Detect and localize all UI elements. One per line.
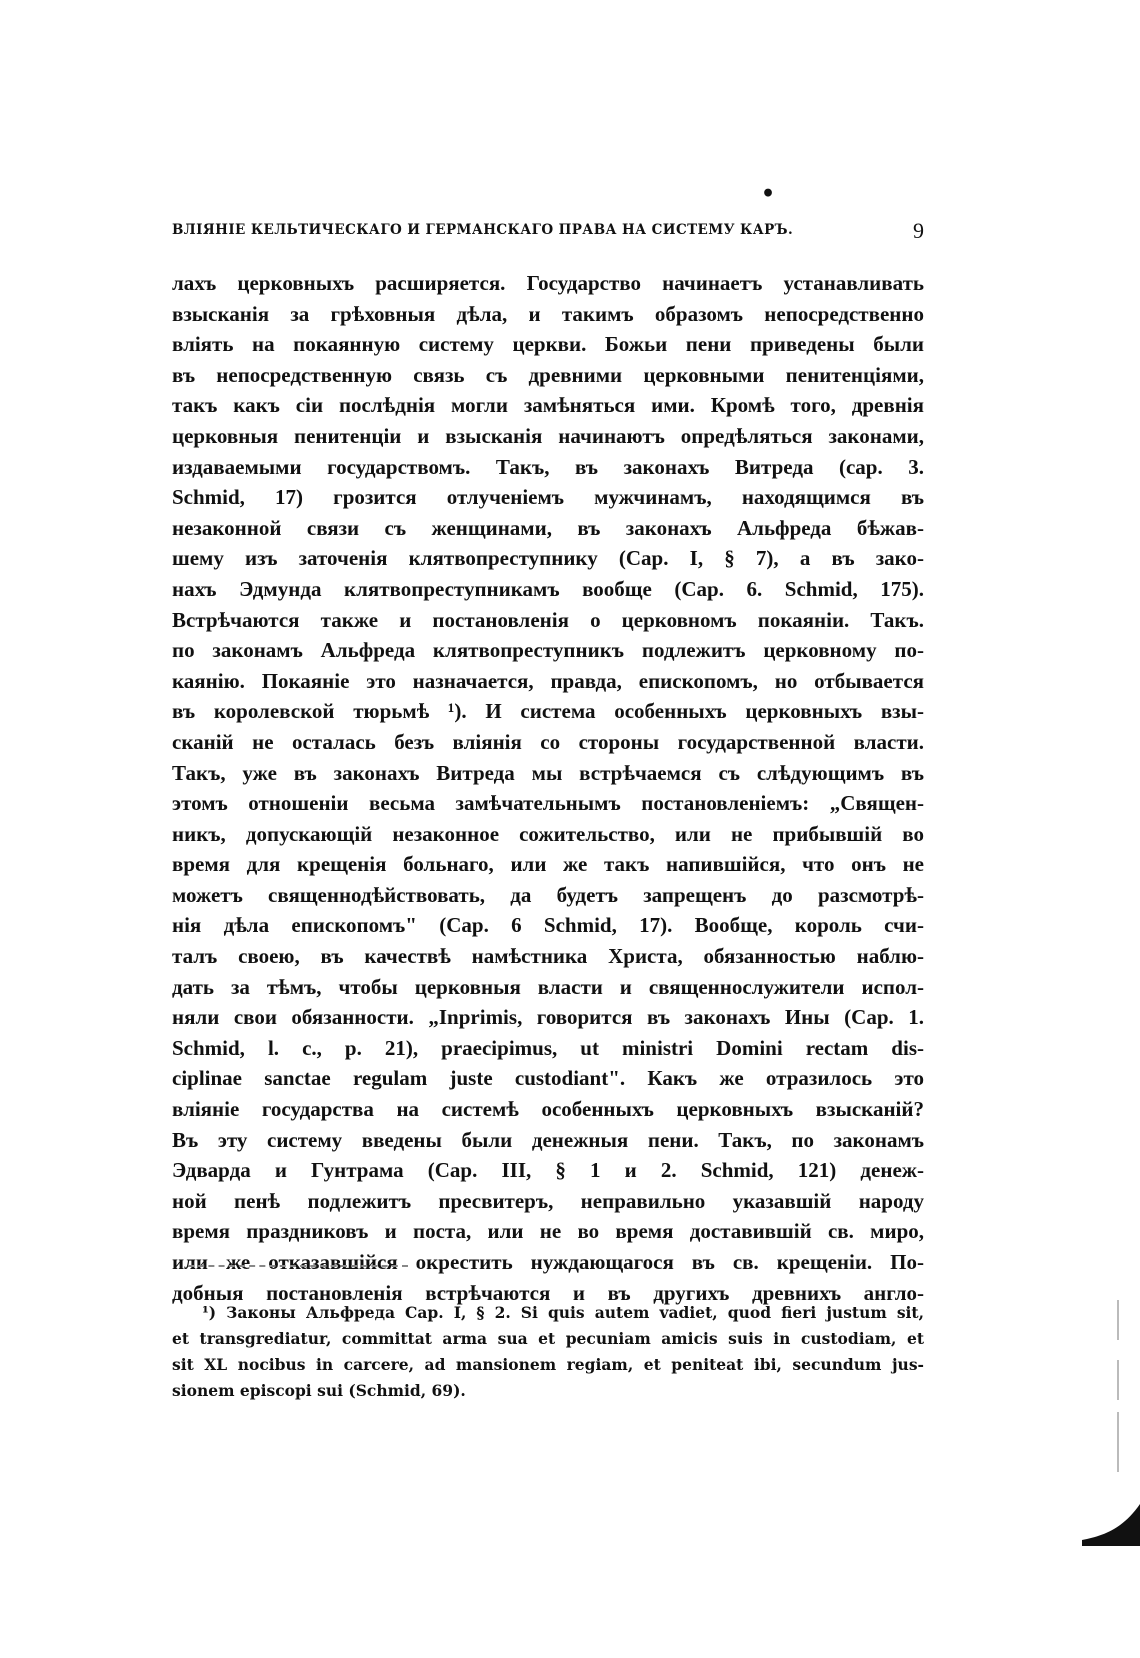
footnote-line: sionem episcopi sui (Schmid, 69).: [172, 1381, 466, 1400]
text-line: можетъ священнодѣйствовать, да будетъ запрещенъ до разсмотрѣ-: [172, 882, 924, 907]
text-line: Встрѣчаются также и постановленія о церковномъ покаяніи. Такъ.: [172, 607, 924, 632]
text-line: время для крещенія больнаго, или же такъ напившійся, что онъ не: [172, 852, 924, 877]
text-line: няли свои обязанности. „Inprimis, говорится въ законахъ Ины (Cap. 1.: [172, 1005, 924, 1030]
text-line: Такъ, уже въ законахъ Витреда мы встрѣчаемся съ слѣдующимъ въ: [172, 760, 924, 785]
text-line: каянію. Покаяніе это назначается, правда, епископомъ, но отбывается: [172, 668, 924, 693]
text-line: добныя постановленія встрѣчаются и въ другихъ древнихъ англо-: [172, 1280, 924, 1305]
text-line: издаваемыми государствомъ. Такъ, въ законахъ Витреда (cap. 3.: [172, 454, 924, 479]
text-line: или же отказавшійся окрестить нуждающагося въ св. крещеніи. По-: [172, 1250, 924, 1274]
text-line: нія дѣла епископомъ" (Cap. 6 Schmid, 17). Вообще, король счи-: [172, 913, 924, 938]
running-title: ВЛІЯНІЕ КЕЛЬТИЧЕСКАГО И ГЕРМАНСКАГО ПРАВА НА СИСТЕМУ КАРЪ.: [172, 222, 794, 238]
text-line: этомъ отношеніи весьма замѣчательнымъ постановленіемъ: „Священ-: [172, 791, 924, 816]
text-line: Въ эту систему введены были денежныя пени. Такъ, по законамъ: [172, 1127, 924, 1152]
margin-mark: [1117, 1360, 1119, 1400]
text-line: сканій не осталась безъ вліянія со стороны государственной власти.: [172, 729, 924, 754]
page-number: 9: [913, 218, 924, 243]
footnote-line: ¹) Законы Альфреда Cap. I, § 2. Si quis autem vadiet, quod fieri justum sit,: [202, 1303, 924, 1322]
printer-dot: •: [761, 181, 776, 207]
text-line: Schmid, l. c., p. 21), praecipimus, ut ministri Domini rectam dis-: [172, 1035, 924, 1060]
footnote-line: et transgrediatur, committat arma sua et pecuniam amicis suis in custodiam, et: [172, 1329, 924, 1348]
page-edge-shadow: [1082, 1500, 1140, 1546]
text-line: по законамъ Альфреда клятвопреступникъ подлежитъ церковному по-: [172, 638, 924, 663]
footnotes: [172, 1300, 924, 1404]
text-line: лахъ церковныхъ расширяется. Государство начинаетъ устанавливать: [172, 271, 924, 295]
text-line: церковныя пенитенціи и взысканія начинаютъ опредѣляться законами,: [172, 423, 924, 448]
text-line: Эдварда и Гунтрама (Cap. III, § 1 и 2. Schmid, 121) денеж-: [172, 1158, 924, 1183]
margin-mark: [1117, 1412, 1119, 1472]
text-line: такъ какъ сiи послѣднія могли замѣняться ими. Кромѣ того, древнія: [172, 393, 924, 418]
footnote-divider: [188, 1265, 408, 1267]
margin-mark: [1117, 1300, 1119, 1340]
footnote-line: sit XL nocibus in carcere, ad mansionem regiam, et peniteat ibi, secundum jus-: [172, 1355, 924, 1374]
text-line: въ непосредственную связь съ древними церковными пенитенціями,: [172, 362, 924, 387]
text-line: нахъ Эдмунда клятвопреступникамъ вообще (Cap. 6. Schmid, 175).: [172, 576, 924, 601]
text-line: вліяніе государства на системѣ особенныхъ церковныхъ взысканій?: [172, 1097, 924, 1122]
text-line: талъ своею, въ качествѣ намѣстника Христа, обязанностью наблю-: [172, 944, 924, 969]
text-line: незаконной связи съ женщинами, въ законахъ Альфреда бѣжав-: [172, 515, 924, 540]
text-line: дать за тѣмъ, чтобы церковныя власти и священнослужители испол-: [172, 974, 924, 999]
text-line: въ королевской тюрьмѣ ¹). И система особенныхъ церковныхъ взы-: [172, 699, 924, 724]
running-head: [172, 218, 924, 246]
text-line: никъ, допускающій незаконное сожительство, или не прибывшій во: [172, 821, 924, 846]
text-line: время праздниковъ и поста, или не во время доставившій св. миро,: [172, 1219, 924, 1244]
text-line: Schmid, 17) грозится отлученіемъ мужчинамъ, находящимся въ: [172, 485, 924, 510]
text-line: ной пенѣ подлежитъ пресвитеръ, неправильно указавшій народу: [172, 1188, 924, 1213]
body-text: [172, 268, 924, 1308]
text-line: ciplinae sanctae regulam juste custodiant". Какъ же отразилось это: [172, 1066, 924, 1091]
text-line: влiять на покаянную систему церкви. Божьи пени приведены были: [172, 332, 924, 357]
text-line: взысканія за грѣховныя дѣла, и такимъ образомъ непосредственно: [172, 301, 924, 326]
text-line: шему изъ заточенія клятвопреступнику (Cap. I, § 7), а въ зако-: [172, 546, 924, 571]
